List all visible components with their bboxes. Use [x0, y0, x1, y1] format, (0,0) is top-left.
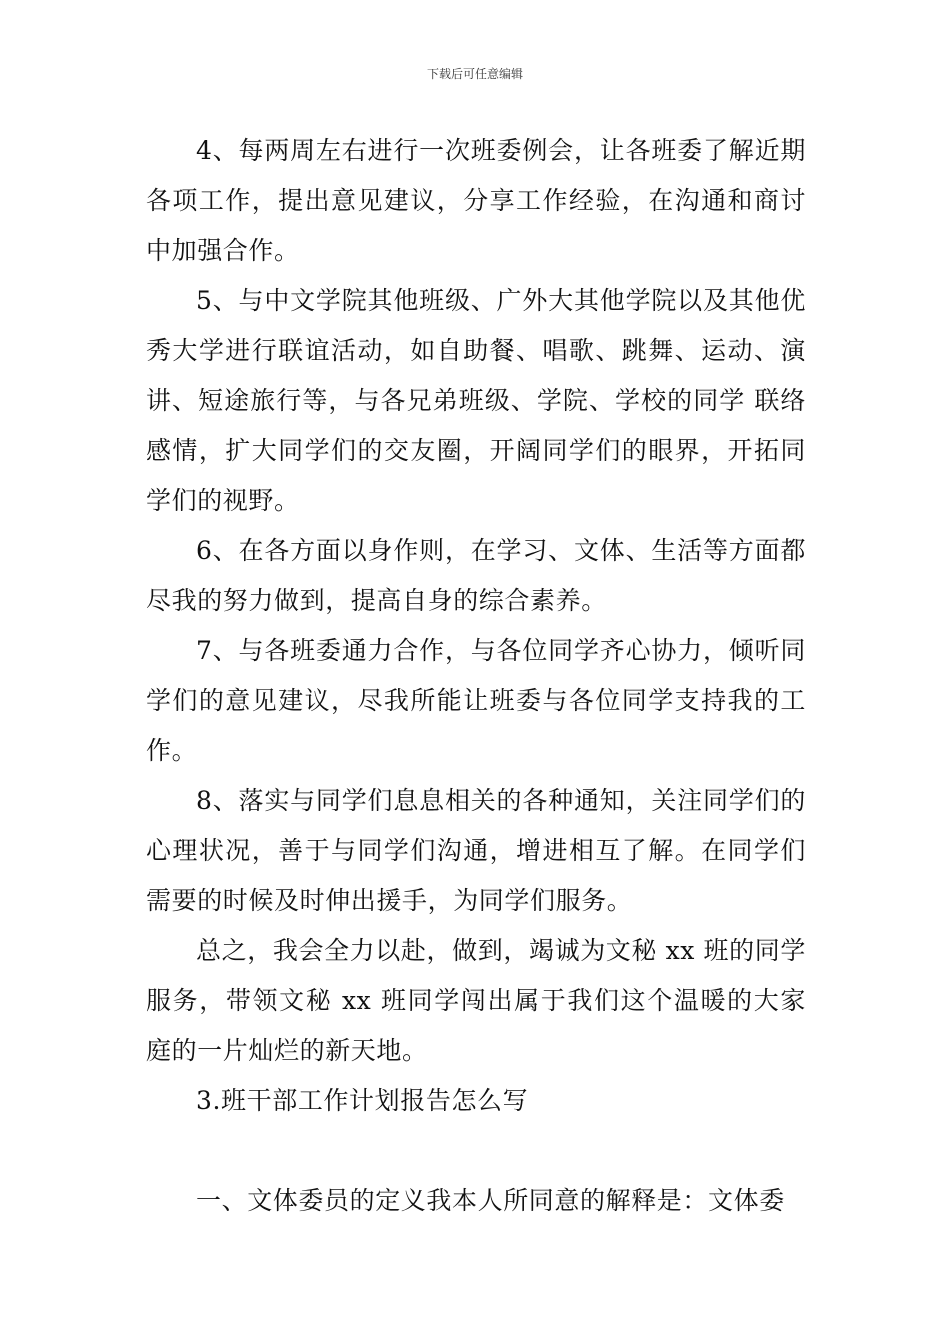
- paragraph-item-7: 7、与各班委通力合作，与各位同学齐心协力，倾听同学们的意见建议，尽我所能让班委与各位同学支持我的工作。: [146, 636, 806, 765]
- paragraph-section-one: 一、文体委员的定义我本人所同意的解释是：文体委: [196, 1186, 785, 1215]
- paragraph-summary: 总之，我会全力以赴，做到，竭诚为文秘 xx 班的同学服务，带领文秘 xx 班同学闯出属于我们这个温暖的大家庭的一片灿烂的新天地。: [146, 936, 806, 1065]
- paragraph-item-4: 4、每两周左右进行一次班委例会，让各班委了解近期各项工作，提出意见建议，分享工作经验，在沟通和商讨中加强合作。: [146, 136, 806, 265]
- document-body: [146, 126, 806, 1226]
- paragraph-item-8: 8、落实与同学们息息相关的各种通知，关注同学们的心理状况，善于与同学们沟通，增进相互了解。在同学们需要的时候及时伸出援手，为同学们服务。: [146, 786, 806, 915]
- paragraph-item-5: 5、与中文学院其他班级、广外大其他学院以及其他优秀大学进行联谊活动，如自助餐、唱歌、跳舞、运动、演讲、短途旅行等，与各兄弟班级、学院、学校的同学 联络感情，扩大同学们的交友圈，开阔同学们的眼界，开拓同学们的视野。: [146, 286, 806, 515]
- paragraph-item-6: 6、在各方面以身作则，在学习、文体、生活等方面都尽我的努力做到，提高自身的综合素养。: [146, 536, 806, 615]
- header-note: 下载后可任意编辑: [426, 67, 523, 81]
- section-heading: 3.班干部工作计划报告怎么写: [196, 1086, 529, 1115]
